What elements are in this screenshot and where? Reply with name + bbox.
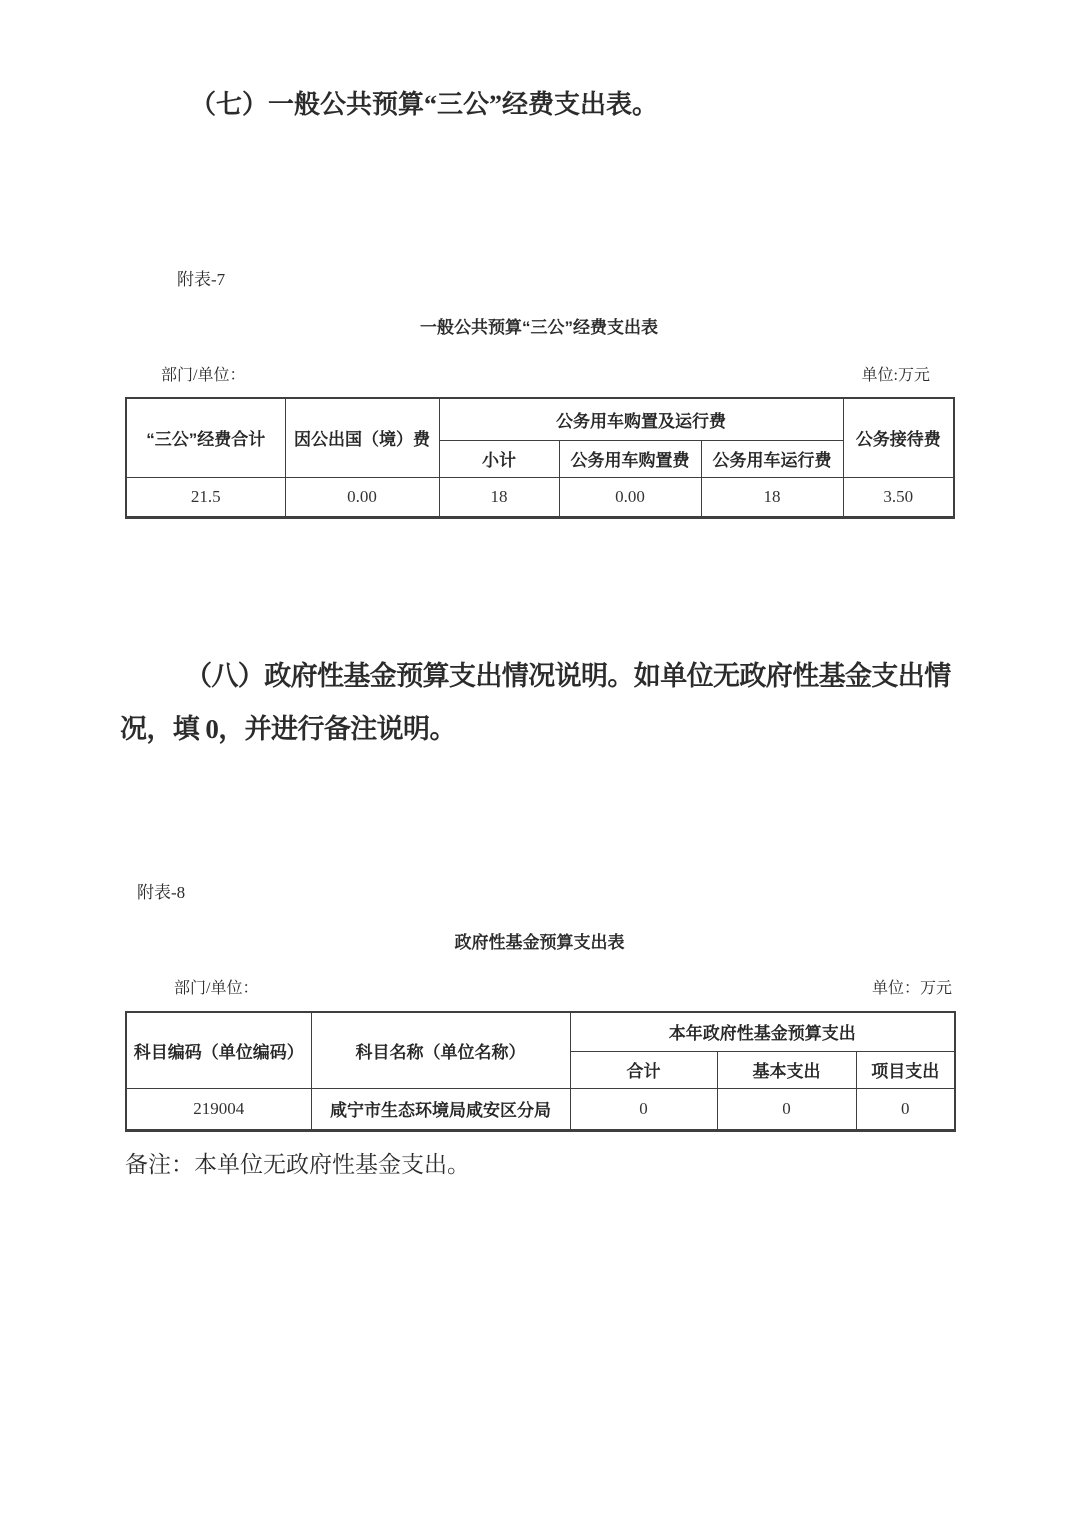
table7-cell-total: 21.5 xyxy=(126,477,285,517)
table7-th-total: “三公”经费合计 xyxy=(126,398,285,477)
table8-th-project: 项目支出 xyxy=(856,1051,955,1088)
table7-cell-reception: 3.50 xyxy=(843,477,954,517)
table8-header-row-1 xyxy=(126,1012,955,1051)
section8-heading xyxy=(120,650,980,756)
section7-heading: （七）一般公共预算“三公”经费支出表。 xyxy=(190,90,659,119)
table8-unit-label: 单位：万元 xyxy=(871,980,952,997)
table8-cell-name: 咸宁市生态环境局咸安区分局 xyxy=(311,1088,570,1130)
table8-cell-project: 0 xyxy=(856,1088,955,1130)
table8-th-fund-group: 本年政府性基金预算支出 xyxy=(570,1012,955,1051)
table7-unit-label: 单位:万元 xyxy=(861,367,930,384)
table7-meta-row xyxy=(125,362,953,385)
government-fund-budget-table xyxy=(125,1011,956,1132)
section8-heading-line1: （八）政府性基金预算支出情况说明。如单位无政府性基金支出情 xyxy=(185,661,951,691)
table7-header-row-1 xyxy=(126,398,954,440)
table8-th-total: 合计 xyxy=(570,1051,717,1088)
table7-cell-vehicle-subtotal: 18 xyxy=(439,477,559,517)
table7-title: 一般公共预算“三公”经费支出表 xyxy=(420,318,658,337)
table7-th-vehicle-operation: 公务用车运行费 xyxy=(701,440,843,477)
table8-dept-label: 部门/单位： xyxy=(174,980,259,997)
table7-cell-vehicle-purchase: 0.00 xyxy=(559,477,701,517)
table8-th-basic: 基本支出 xyxy=(717,1051,856,1088)
table7-dept-label: 部门/单位： xyxy=(161,367,246,384)
appendix7-label: 附表-7 xyxy=(177,270,226,289)
remark-note: 备注：本单位无政府性基金支出。 xyxy=(125,1152,470,1177)
table8-cell-total: 0 xyxy=(570,1088,717,1130)
table7-cell-abroad: 0.00 xyxy=(285,477,439,517)
three-public-expense-table xyxy=(125,397,955,519)
table8-meta-row xyxy=(125,975,954,998)
table8-cell-code: 219004 xyxy=(126,1088,311,1130)
appendix8-label: 附表-8 xyxy=(137,883,186,902)
table8-th-subject-name: 科目名称（单位名称） xyxy=(311,1012,570,1088)
table7-th-reception: 公务接待费 xyxy=(843,398,954,477)
table7-data-row xyxy=(126,477,954,517)
table8-title: 政府性基金预算支出表 xyxy=(454,933,625,952)
table8-cell-basic: 0 xyxy=(717,1088,856,1130)
table8-data-row xyxy=(126,1088,955,1130)
table7-cell-vehicle-operation: 18 xyxy=(701,477,843,517)
section8-heading-line2: 况，填 0，并进行备注说明。 xyxy=(120,714,456,744)
table7-th-abroad: 因公出国（境）费 xyxy=(285,398,439,477)
table7-th-vehicle-purchase: 公务用车购置费 xyxy=(559,440,701,477)
table7-th-vehicle-group: 公务用车购置及运行费 xyxy=(439,398,843,440)
table8-th-subject-code: 科目编码（单位编码） xyxy=(126,1012,311,1088)
table7-th-vehicle-subtotal: 小计 xyxy=(439,440,559,477)
